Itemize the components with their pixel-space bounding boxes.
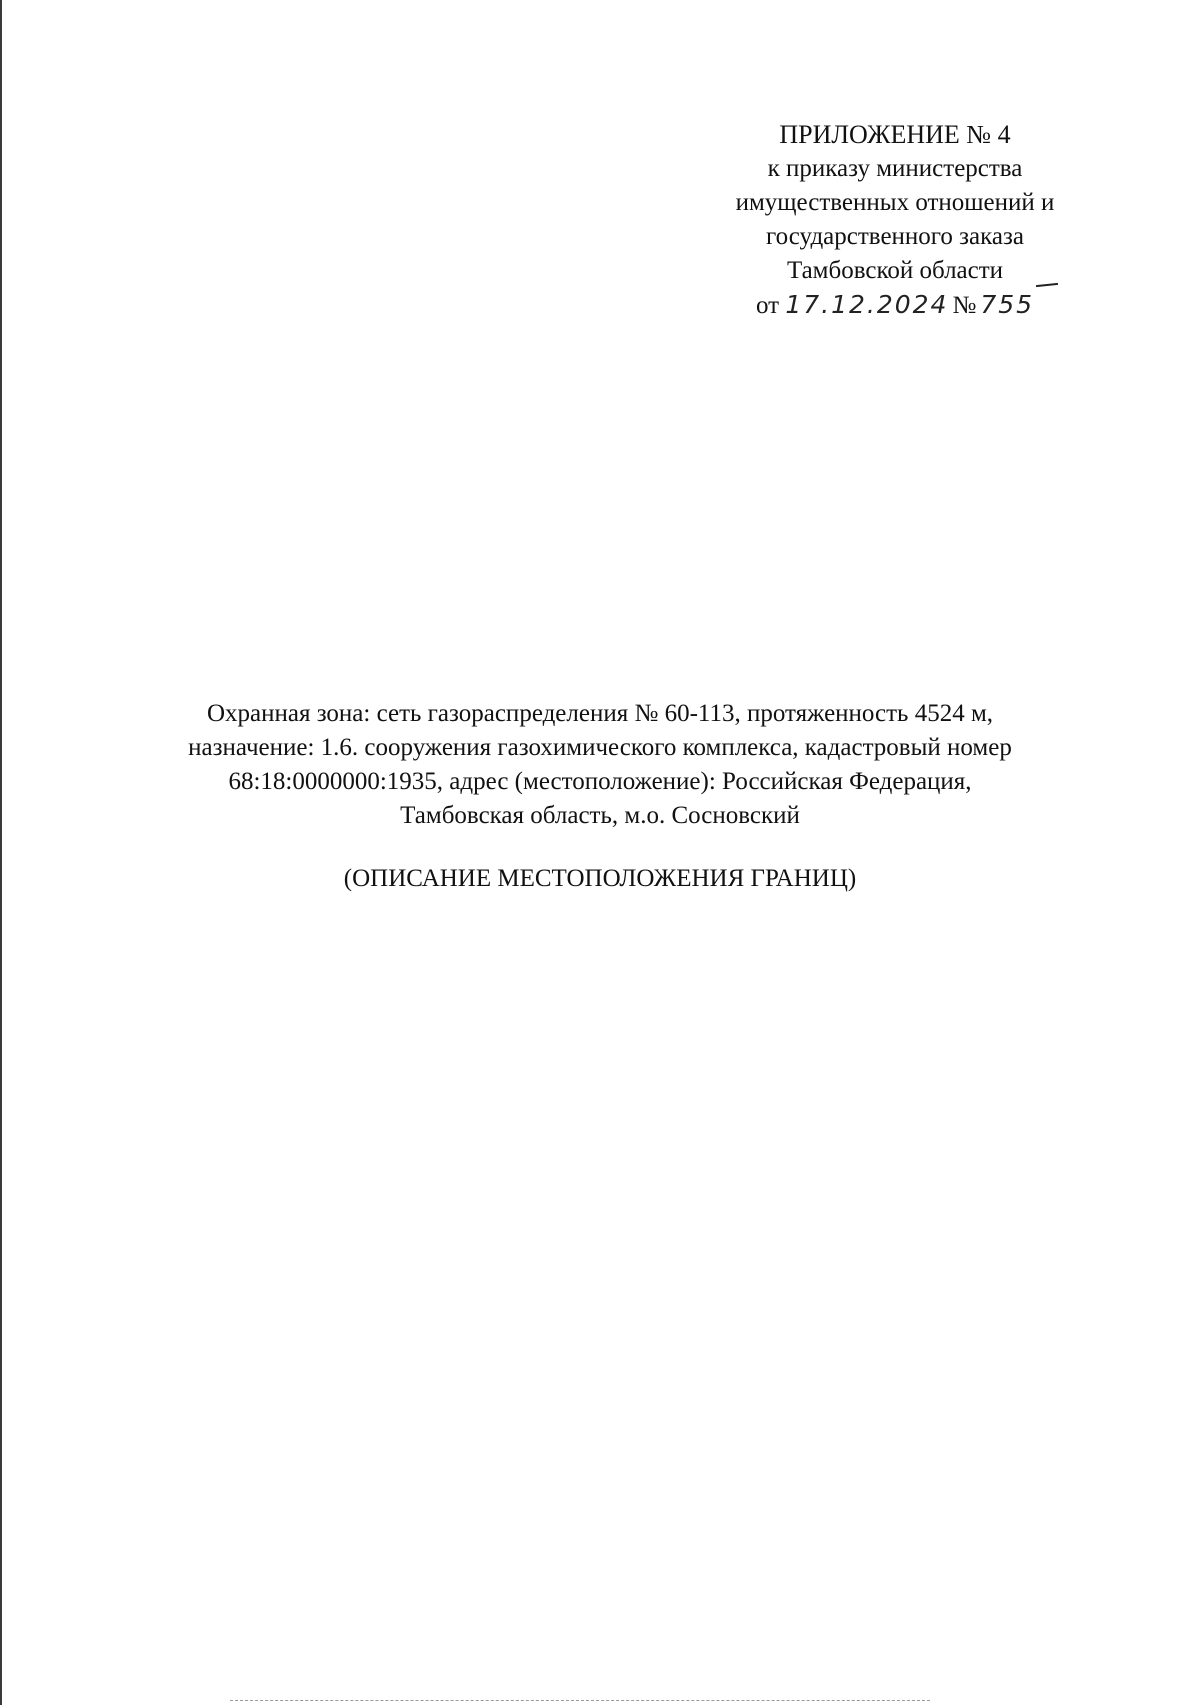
appendix-line-order: к приказу министерства: [767, 155, 1023, 182]
zone-description: [130, 697, 1070, 833]
page-edge-left: [0, 0, 2, 1705]
appendix-line-ministry: имущественных отношений и: [735, 189, 1055, 216]
date-line-wrapper: [756, 288, 1034, 323]
appendix-line-procurement: государственного заказа: [766, 223, 1024, 250]
number-label: №: [952, 292, 977, 319]
description-line: 68:18:0000000:1935, адрес (местоположение): Российская Федерация,: [228, 768, 972, 795]
appendix-date-line: [710, 288, 1080, 323]
section-heading: (ОПИСАНИЕ МЕСТОПОЛОЖЕНИЯ ГРАНИЦ): [343, 865, 857, 892]
handwritten-number: 755: [980, 290, 1035, 319]
page-edge-bottom: [230, 1700, 930, 1702]
description-line: Охранная зона: сеть газораспределения № 60-113, протяженность 4524 м,: [206, 700, 994, 727]
description-line: Тамбовская область, м.о. Сосновский: [400, 802, 800, 829]
appendix-header: [710, 118, 1080, 323]
appendix-line-region: Тамбовской области: [786, 257, 1004, 284]
handwritten-date: 17.12.2024: [785, 290, 949, 319]
date-prefix: от: [755, 292, 780, 319]
appendix-title: ПРИЛОЖЕНИЕ № 4: [779, 120, 1011, 149]
description-line: назначение: 1.6. сооружения газохимического комплекса, кадастровый номер: [188, 734, 1012, 761]
